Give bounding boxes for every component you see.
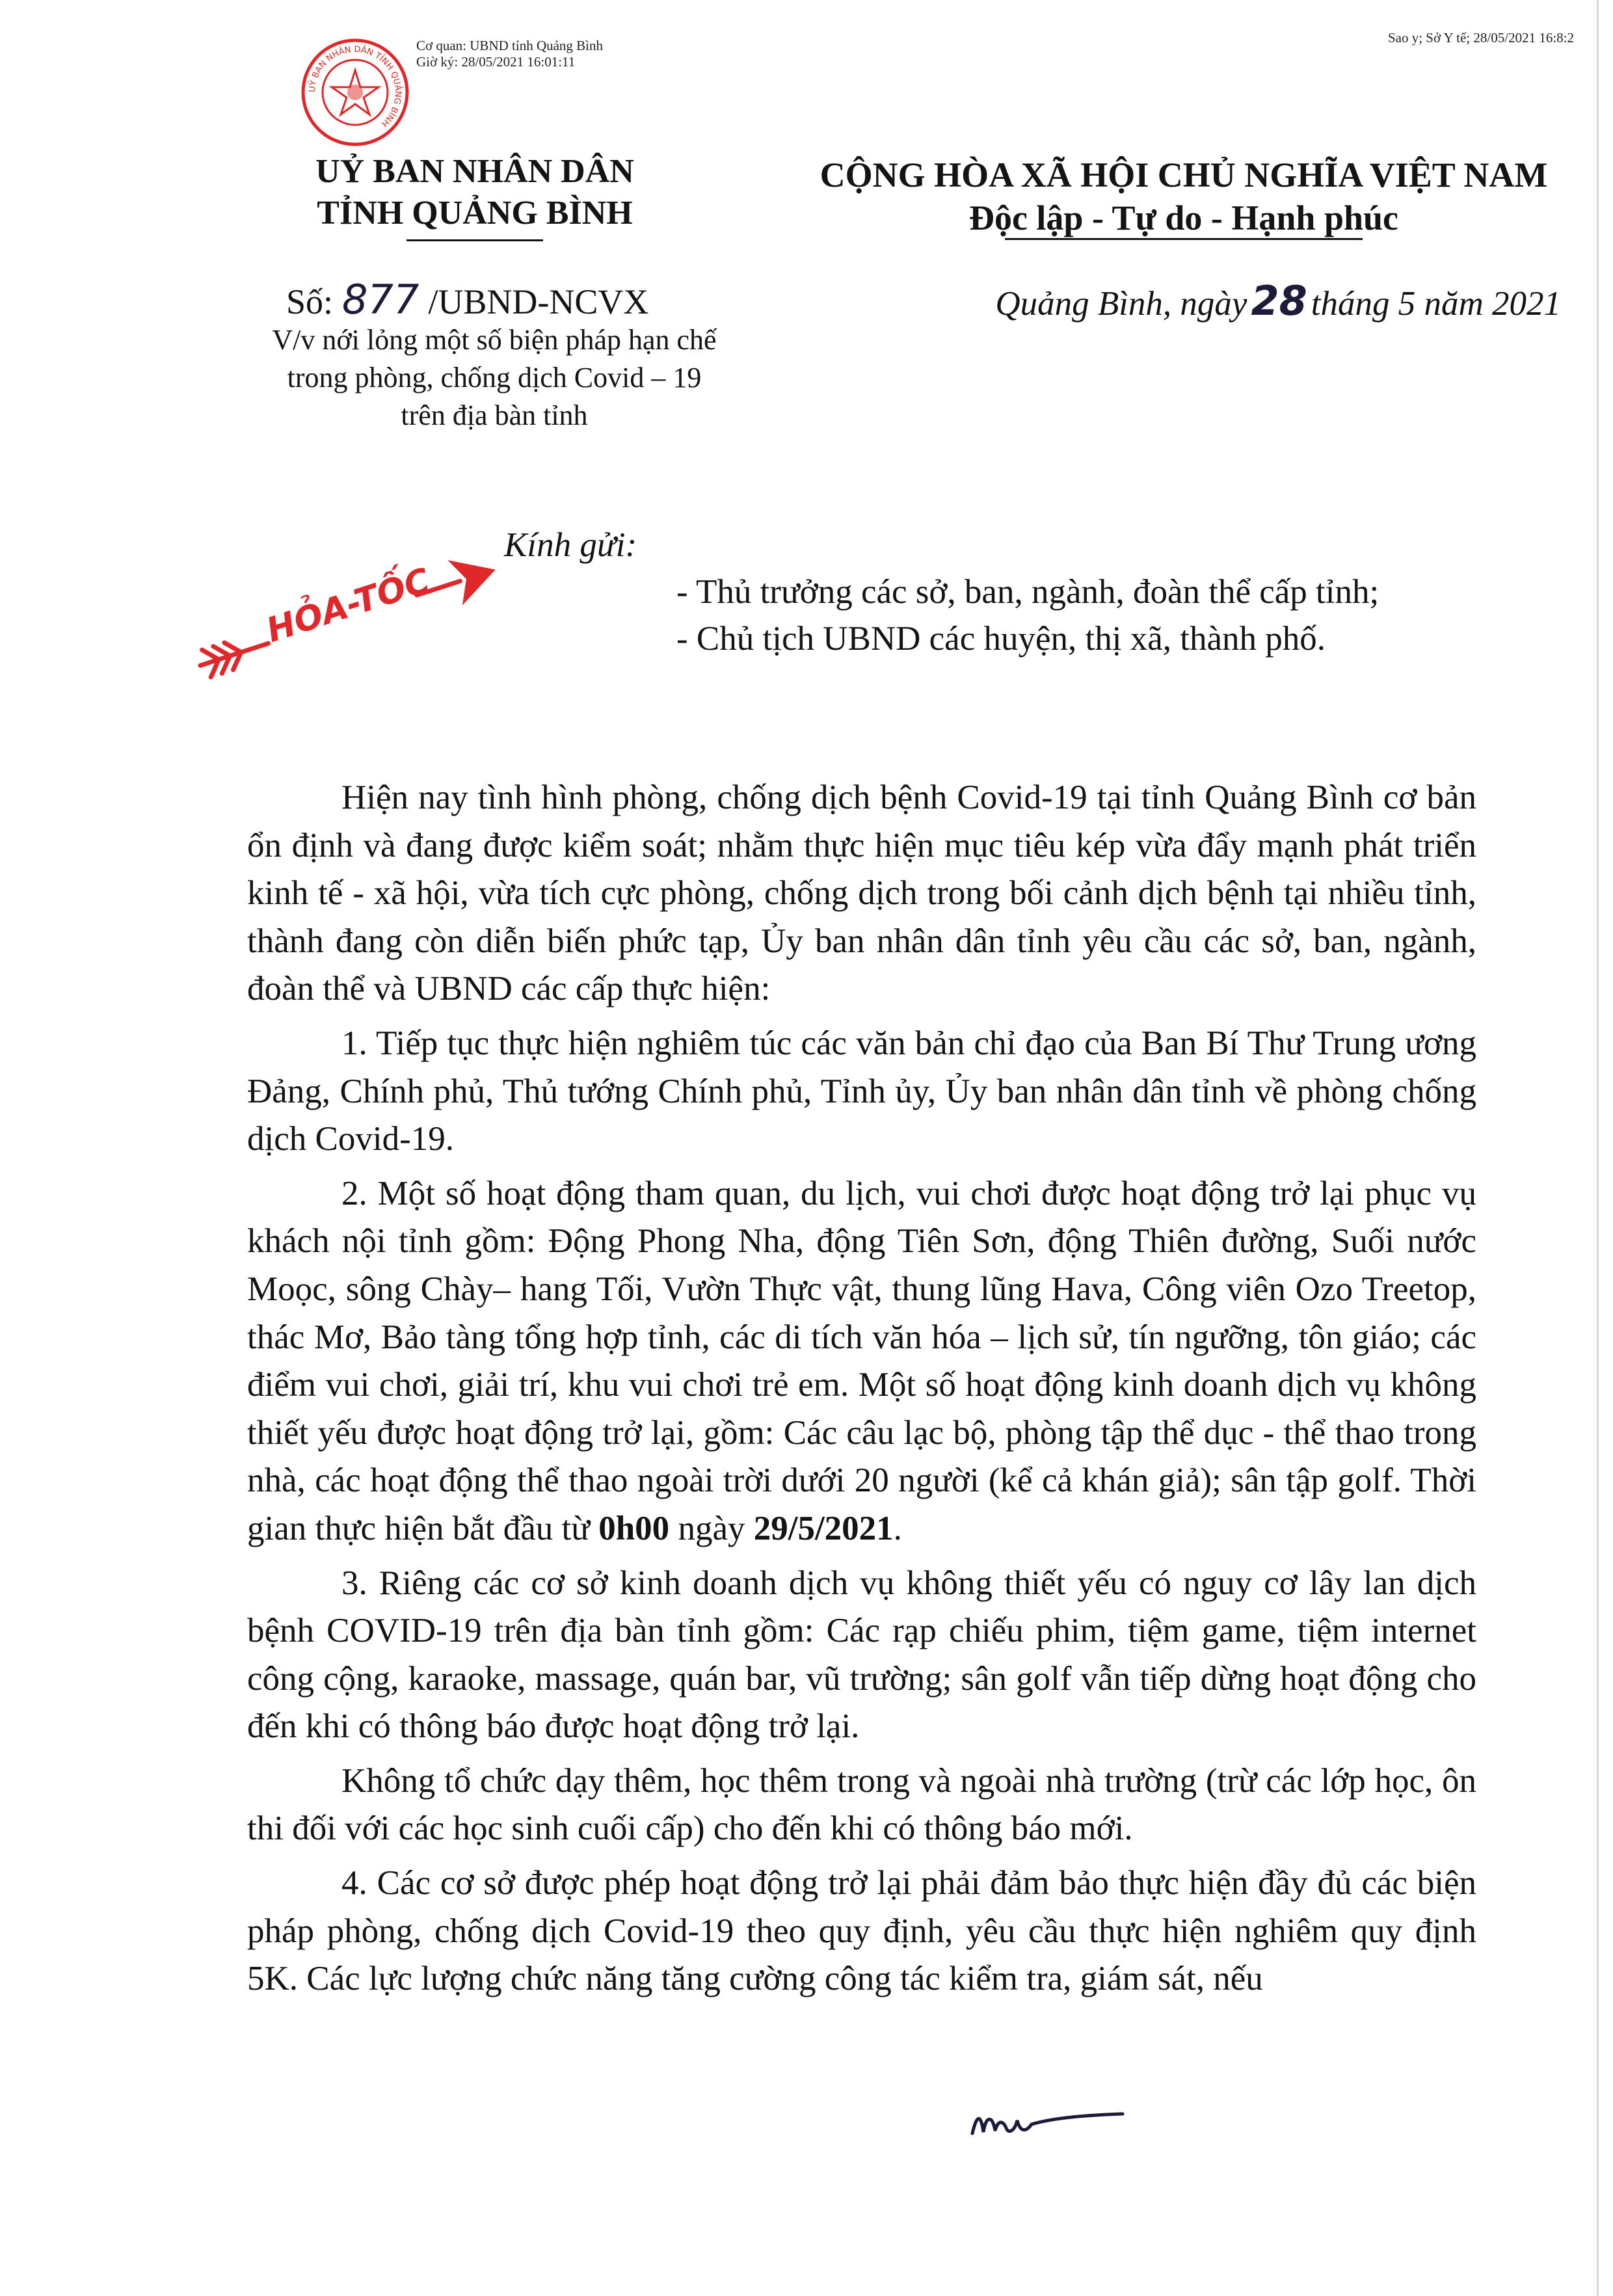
recipient-list <box>676 568 1379 662</box>
copy-note: Sao y; Sở Y tế; 28/05/2021 16:8:2 <box>1387 30 1574 46</box>
issuing-body-line1: UỶ BAN NHÂN DÂN <box>315 153 634 190</box>
item2-text: 2. Một số hoạt động tham quan, du lịch, vui chơi được hoạt động trở lại phục vụ khách nội tỉnh gồm: Động Phong Nha, động Tiên Sơn, động Thiên đường, Suối nước Moọc, sông Chày– hang Tối, Vườn Thực vật, thung lũng Hava, Công viên Ozo Treetop, thác Mơ, Bảo tàng tổng hợp tỉnh, các di tích văn hóa – lịch sử, tín ngưỡng, tôn giáo; các điểm vui chơi, giải trí, khu vui chơi trẻ em. Một số hoạt động kinh doanh dịch vụ không thiết yếu được hoạt động trở lại, gồm: Các câu lạc bộ, phòng tập thể dục - thể thao trong nhà, các hoạt động thể thao ngoài trời dưới 20 người (kể cả khán giả); sân tập golf. Thời gian thực hiện bắt đầu từ <box>247 1174 1476 1547</box>
date-day-handwritten: 28 <box>1251 277 1307 325</box>
national-motto: Độc lập - Tự do - Hạnh phúc <box>968 198 1399 237</box>
item2-end: . <box>893 1509 902 1547</box>
issuing-body-line2: TỈNH QUẢNG BÌNH <box>317 194 633 232</box>
document-subject <box>221 321 767 434</box>
handwritten-initials-icon <box>969 2101 1125 2146</box>
document-date <box>813 277 1561 325</box>
item2-start-date: 29/5/2021 <box>753 1509 894 1547</box>
paragraph-item-3b: Không tổ chức dạy thêm, học thêm trong và ngoài nhà trường (trừ các lớp học, ôn thi đối với các học sinh cuối cấp) cho đến khi có thông báo mới. <box>247 1761 1476 1848</box>
date-suffix: tháng 5 năm 2021 <box>1311 285 1561 323</box>
doc-number-prefix: Số: <box>286 282 334 321</box>
issuing-body <box>221 151 728 234</box>
paragraph-item-4: 4. Các cơ sở được phép hoạt động trở lại phải đảm bảo thực hiện đầy đủ các biện pháp phòng, chống dịch Covid-19 theo quy định, yêu cầu thực hiện nghiêm quy định 5K. Các lực lượng chức năng tăng cường công tác kiểm tra, giám sát, nếu <box>247 1864 1476 1998</box>
document-body <box>247 774 1476 2010</box>
paragraph-item-1: 1. Tiếp tục thực hiện nghiêm túc các văn bản chỉ đạo của Ban Bí Thư Trung ương Đảng, Chính phủ, Thủ tướng Chính phủ, Tỉnh ủy, Ủy ban nhân dân tỉnh về phòng chống dịch Covid-19. <box>247 1024 1476 1158</box>
motto-rule <box>1005 238 1363 240</box>
recipient-item: - Thủ trưởng các sở, ban, ngành, đoàn thể cấp tỉnh; <box>676 573 1380 611</box>
urgent-stamp-text: HỎA-TỐC <box>261 561 435 651</box>
digital-signature-info <box>416 38 603 70</box>
subject-line2: trong phòng, chống dịch Covid – 19 <box>287 362 702 394</box>
national-title: CỘNG HÒA XÃ HỘI CHỦ NGHĨA VIỆT NAM <box>820 155 1548 194</box>
signature-time: Giờ ký: 28/05/2021 16:01:11 <box>416 54 576 70</box>
official-seal-icon <box>300 38 410 147</box>
doc-number-suffix: /UBND-NCVX <box>428 282 649 321</box>
item2-day-word: ngày <box>678 1509 745 1547</box>
salutation: Kính gửi: <box>504 526 637 564</box>
left-header-rule <box>407 239 543 241</box>
seal-text: UỶ BAN NHÂN DÂN TỈNH QUẢNG BÌNH <box>307 44 403 129</box>
subject-line3: trên địa bàn tỉnh <box>401 399 588 431</box>
recipient-item: - Chủ tịch UBND các huyện, thị xã, thành phố. <box>676 620 1326 658</box>
paragraph-intro: Hiện nay tình hình phòng, chống dịch bệnh Covid-19 tại tỉnh Quảng Bình cơ bản ổn định và đang được kiểm soát; nhằm thực hiện mục tiêu kép vừa đẩy mạnh phát triển kinh tế - xã hội, vừa tích cực phòng, chống dịch trong bối cảnh dịch bệnh tại nhiều tỉnh, thành đang còn diễn biến phức tạp, Ủy ban nhân dân tỉnh yêu cầu các sở, ban, ngành, đoàn thể và UBND các cấp thực hiện: <box>247 779 1476 1008</box>
paragraph-item-3: 3. Riêng các cơ sở kinh doanh dịch vụ không thiết yếu có nguy cơ lây lan dịch bệnh COVID-19 trên địa bàn tỉnh gồm: Các rạp chiếu phim, tiệm game, tiệm internet công cộng, karaoke, massage, quán bar, vũ trường; sân golf vẫn tiếp dừng hoạt động cho đến khi có thông báo được hoạt động trở lại. <box>247 1564 1476 1746</box>
national-header <box>806 154 1561 239</box>
signature-agency: Cơ quan: UBND tỉnh Quảng Bình <box>416 38 604 53</box>
paragraph-item-2 <box>247 1170 1476 1553</box>
urgent-stamp-icon <box>176 520 514 689</box>
doc-number-handwritten: 877 <box>342 276 420 323</box>
subject-line1: V/v nới lỏng một số biện pháp hạn chế <box>272 324 717 356</box>
scan-edge <box>1597 0 1599 2296</box>
document-number <box>286 276 648 323</box>
item2-start-time: 0h00 <box>598 1509 670 1547</box>
date-prefix: Quảng Bình, ngày <box>995 285 1247 323</box>
